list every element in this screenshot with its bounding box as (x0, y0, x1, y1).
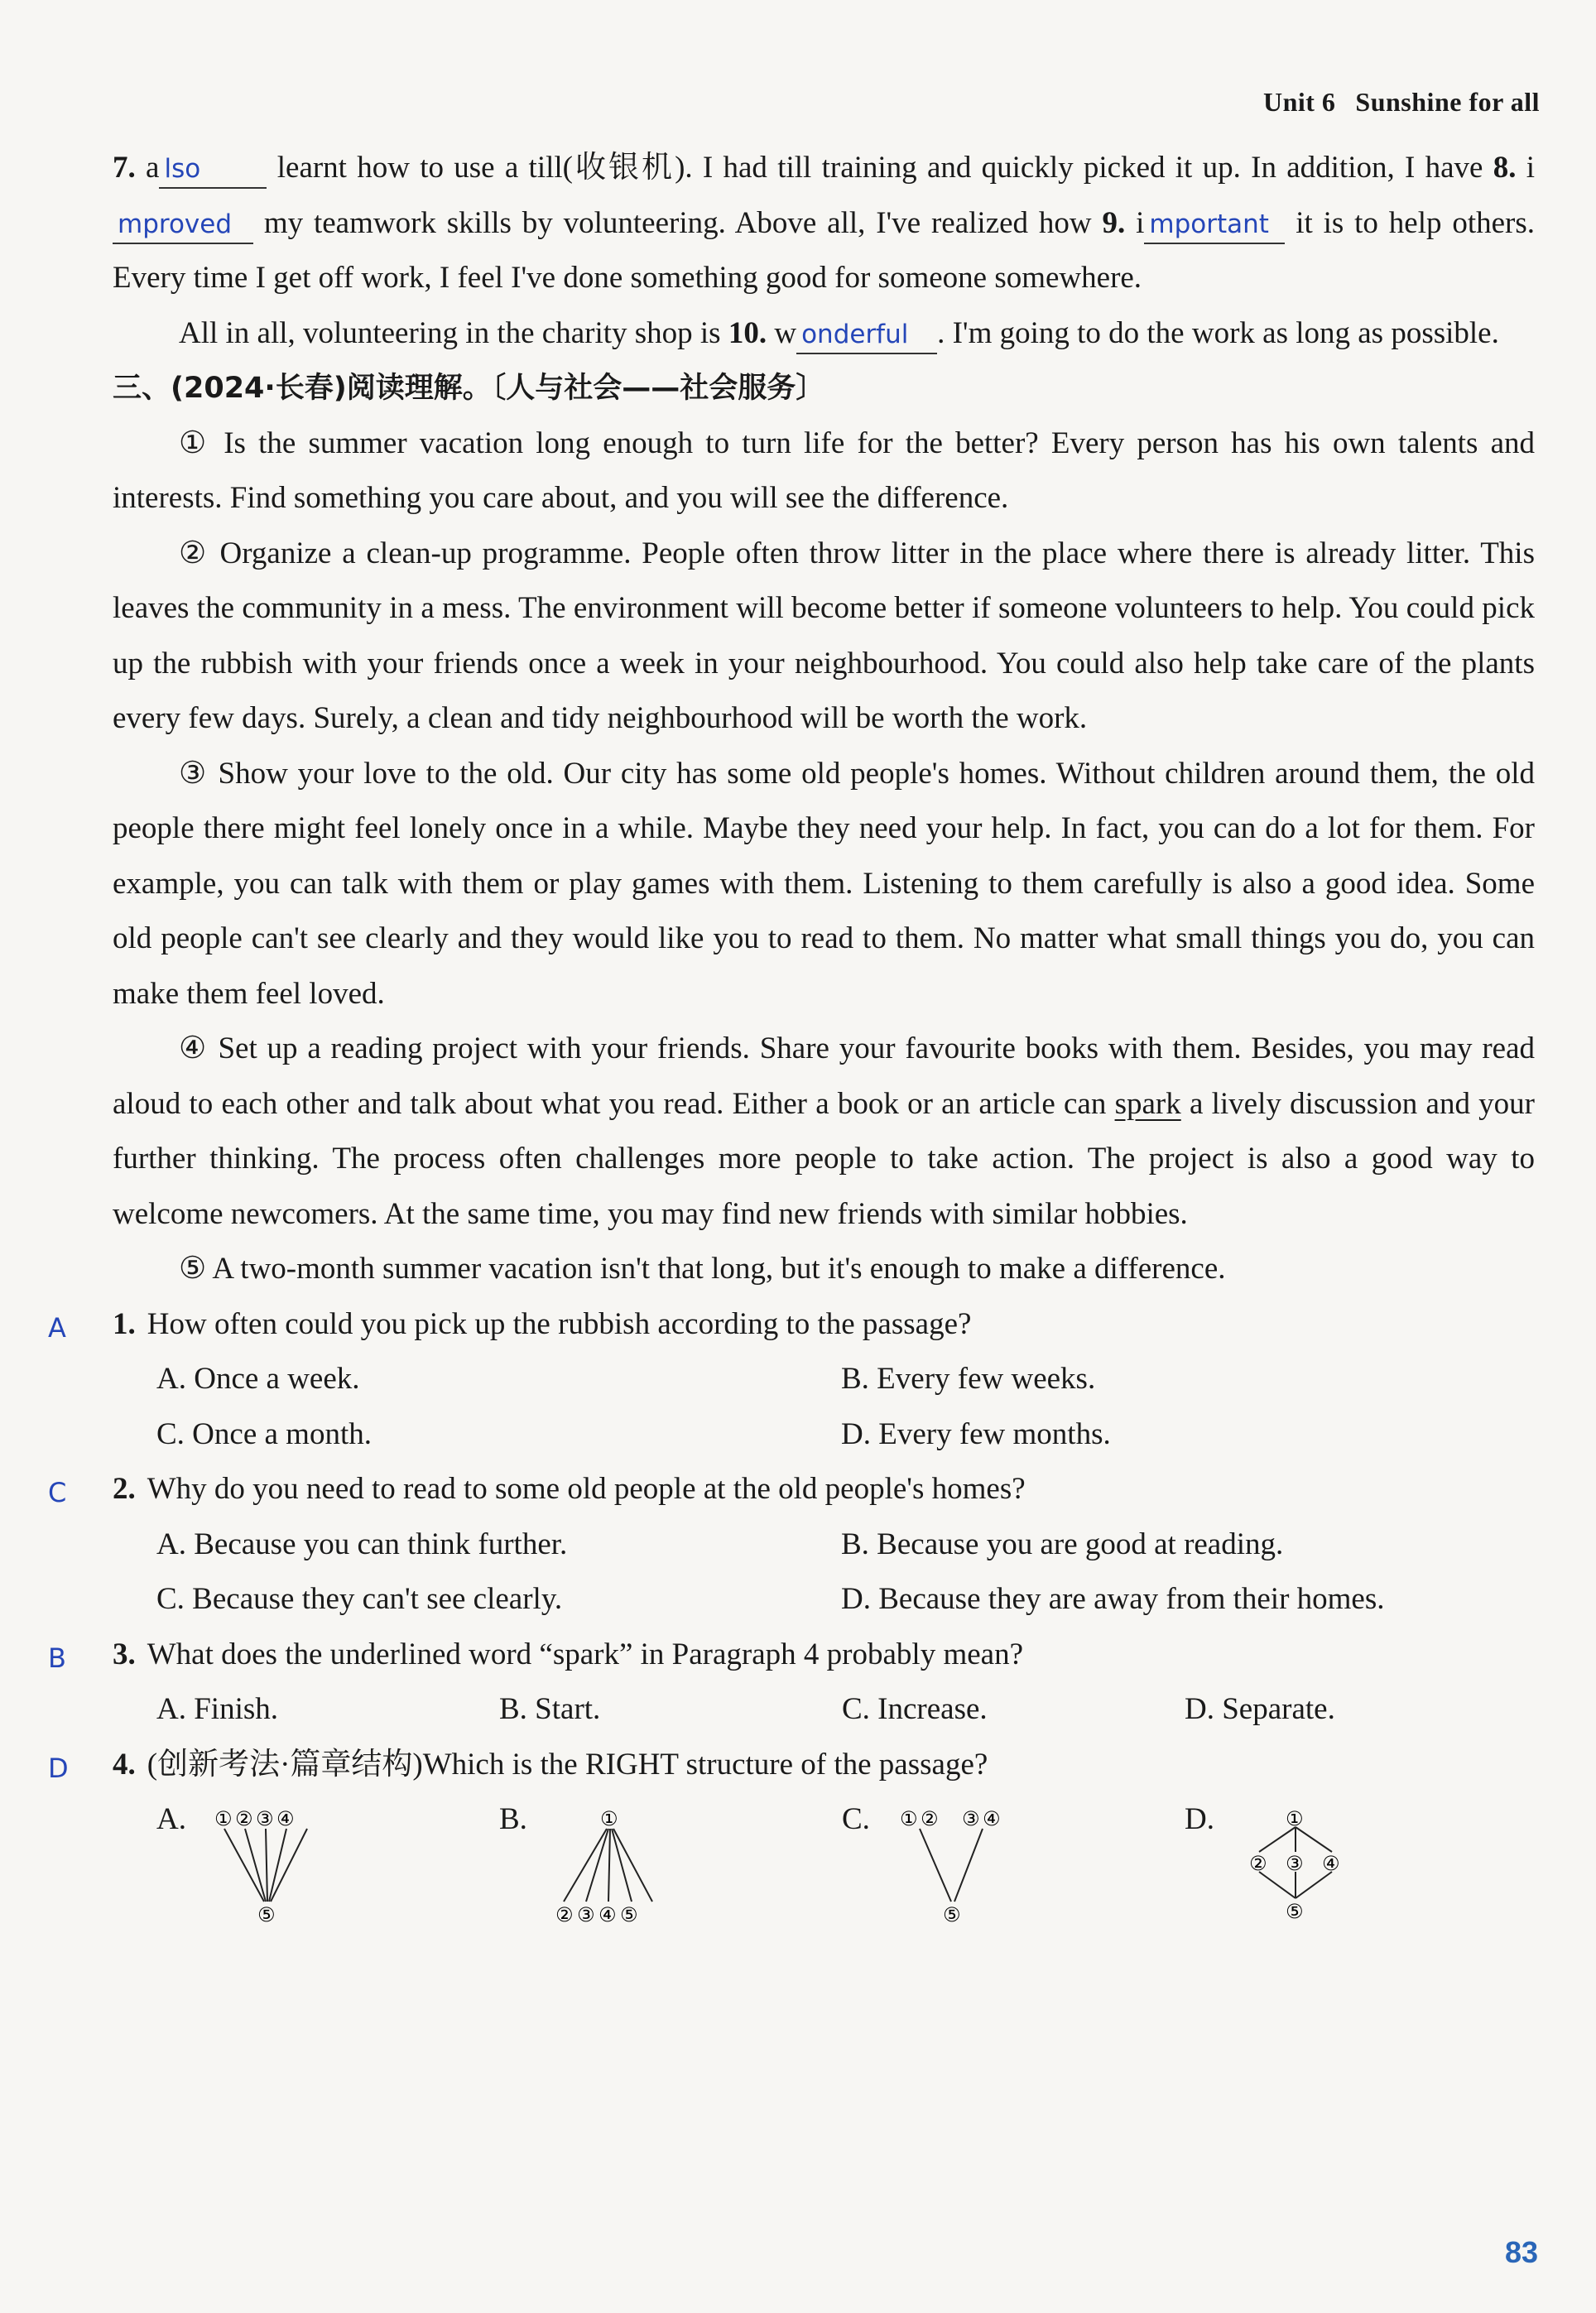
node-2: ② (235, 1807, 253, 1830)
option-c-diagram[interactable] (842, 1792, 1185, 1933)
option-d[interactable]: D. Because they are away from their homes. (841, 1582, 1385, 1616)
blank-number-10: 10. (728, 315, 767, 350)
structure-diagram-d (1234, 1804, 1367, 1928)
option-d[interactable]: D. Every few months. (841, 1416, 1111, 1451)
blank-7[interactable] (159, 150, 267, 189)
option-c[interactable]: C. Increase. (842, 1692, 988, 1726)
option-b-diagram[interactable] (499, 1792, 842, 1933)
question-number: 1. (113, 1306, 136, 1341)
cloze-text: . I'm going to do the work as long as possible. (937, 315, 1499, 350)
node-3: ③ (256, 1807, 274, 1830)
diagram-lines (224, 1829, 307, 1902)
underlined-word-spark: spark (1114, 1086, 1181, 1121)
passage-paragraph-5: ⑤ A two-month summer vacation isn't that long, but it's enough to make a difference. (179, 1252, 1226, 1286)
passage-paragraph-2: ② Organize a clean-up programme. People often throw litter in the place where there is already litter. This leaves the community in a mess. The environment will become better if someone volunteers to help. You could pick up the rubbish with your friends once a week in your neighbourhood. You could also help take care of the plants every few days. Surely, a clean and tidy neighbourhood will be worth the work. (113, 536, 1535, 735)
option-d[interactable]: D. Separate. (1185, 1692, 1335, 1726)
node-4: ④ (1322, 1852, 1340, 1875)
answer-9: mportant (1149, 209, 1269, 239)
structure-diagram-c (892, 1804, 1024, 1928)
page-header (1263, 87, 1540, 118)
blank-number-8: 8. (1493, 151, 1517, 185)
question-2-answer: C (48, 1477, 67, 1508)
cloze-paragraph-2 (113, 306, 1535, 362)
node-2: ② (1249, 1852, 1267, 1875)
unit-title: Sunshine for all (1355, 87, 1540, 117)
node-1: ① (900, 1807, 918, 1830)
option-b[interactable]: B. Because you are good at reading. (841, 1527, 1284, 1561)
node-1: ① (1286, 1807, 1304, 1830)
question-2-options (113, 1517, 1535, 1573)
question-text: How often could you pick up the rubbish according to the passage? (147, 1306, 972, 1341)
node-5: ⑤ (1286, 1900, 1304, 1923)
option-a: A. (156, 1802, 186, 1836)
option-a[interactable]: A. Because you can think further. (156, 1527, 568, 1561)
node-3: ③ (577, 1903, 595, 1926)
cloze-text: my teamwork skills by volunteering. Above all, I've realized how (253, 205, 1103, 240)
node-4: ④ (598, 1903, 617, 1926)
question-3-answer: B (48, 1642, 66, 1674)
blank-8[interactable] (113, 205, 253, 244)
blank-number-7: 7. (113, 151, 136, 185)
paragraph-4-text: a lively discussion and your further thinking. The process often challenges more people to take action. The project is also a good way to welcome newcomers. At the same time, you may find new friends with similar hobbies. (113, 1086, 1536, 1231)
option-a[interactable]: A. Finish. (156, 1692, 279, 1726)
question-number: 2. (113, 1472, 136, 1506)
question-text: (创新考法·篇章结构)Which is the RIGHT structure of the passage? (147, 1747, 988, 1782)
question-4-options (113, 1792, 1535, 1933)
question-4 (48, 1738, 1535, 1793)
node-2: ② (555, 1903, 574, 1926)
node-3: ③ (1286, 1852, 1304, 1875)
node-1: ① (600, 1807, 618, 1830)
option-b[interactable]: B. Start. (499, 1692, 601, 1726)
cloze-text: learnt how to use a till(收银机). I had till training and quickly picked it up. In addition, I have (267, 151, 1493, 185)
paragraph-4-text: ④ Set up a reading project with your friends. Share your favourite books with them. Besides, you may read aloud to each other and talk about what you read. Either a book or an article can (113, 1031, 1535, 1121)
option-c: C. (842, 1802, 870, 1836)
option-b[interactable]: B. Every few weeks. (841, 1362, 1096, 1396)
node-4: ④ (983, 1807, 1001, 1830)
question-3-options (113, 1682, 1535, 1738)
blank-prefix-8: i (1526, 151, 1536, 185)
page-content (48, 141, 1536, 1933)
passage-paragraph-4 (113, 1022, 1535, 1242)
passage-paragraph-1: ① Is the summer vacation long enough to turn life for the better? Every person has his own talents and interests. Find something you care about, and you will see the difference. (113, 426, 1535, 515)
question-2 (48, 1462, 1535, 1517)
answer-8: mproved (118, 209, 233, 239)
passage-paragraph-3: ③ Show your love to the old. Our city has some old people's homes. Without children around them, the old people there might feel lonely once in a while. Maybe they need your help. In fact, you can do a lot for them. For example, you can talk with them or play games with them. Listening to them carefully is also a good idea. Some old people can't see clearly and they would like you to read to them. No matter what small things you do, you can make them feel loved. (113, 756, 1535, 1011)
option-a[interactable]: A. Once a week. (156, 1362, 360, 1396)
diagram-lines (920, 1829, 983, 1902)
question-1-options (113, 1407, 1535, 1463)
option-b: B. (499, 1802, 527, 1836)
option-d: D. (1185, 1802, 1214, 1836)
question-text: Why do you need to read to some old people at the old people's homes? (147, 1472, 1026, 1506)
option-a-diagram[interactable] (156, 1792, 499, 1933)
answer-7: lso (164, 154, 201, 184)
question-number: 4. (113, 1747, 136, 1782)
blank-10[interactable] (796, 315, 937, 354)
node-3: ③ (962, 1807, 980, 1830)
section-title: 三、(2024·长春)阅读理解。〔人与社会——社会服务〕 (113, 372, 825, 405)
option-c[interactable]: C. Once a month. (156, 1416, 372, 1451)
node-5: ⑤ (257, 1903, 276, 1926)
page-number: 83 (1504, 2235, 1538, 2269)
node-5: ⑤ (620, 1903, 638, 1926)
question-4-answer: D (48, 1752, 69, 1784)
cloze-text: it is to help others. Every time I get off work, I feel I've done something good for someone somewhere. (113, 205, 1536, 295)
node-4: ④ (276, 1807, 295, 1830)
cloze-paragraph-1 (113, 141, 1535, 306)
unit-label: Unit 6 (1262, 87, 1336, 117)
option-c[interactable]: C. Because they can't see clearly. (156, 1582, 563, 1616)
question-1 (48, 1297, 1535, 1353)
structure-diagram-b (549, 1804, 681, 1928)
cloze-text: All in all, volunteering in the charity shop is (179, 315, 728, 350)
node-1: ① (214, 1807, 233, 1830)
question-number: 3. (113, 1637, 136, 1671)
option-d-diagram[interactable] (1185, 1792, 1527, 1933)
node-5: ⑤ (943, 1903, 961, 1926)
question-text: What does the underlined word “spark” in Paragraph 4 probably mean? (147, 1637, 1023, 1671)
question-1-options (113, 1352, 1535, 1407)
question-3 (48, 1628, 1535, 1683)
question-2-options (113, 1572, 1535, 1628)
structure-diagram-a (206, 1804, 339, 1928)
blank-9[interactable] (1144, 205, 1285, 244)
blank-number-9: 9. (1102, 205, 1126, 240)
node-2: ② (921, 1807, 939, 1830)
blank-prefix-9: i (1136, 205, 1145, 240)
answer-10: onderful (801, 319, 909, 349)
diagram-lines (564, 1829, 652, 1902)
blank-prefix-10: w (774, 315, 797, 350)
blank-prefix-7: a (146, 151, 160, 185)
question-1-answer: A (48, 1311, 66, 1344)
